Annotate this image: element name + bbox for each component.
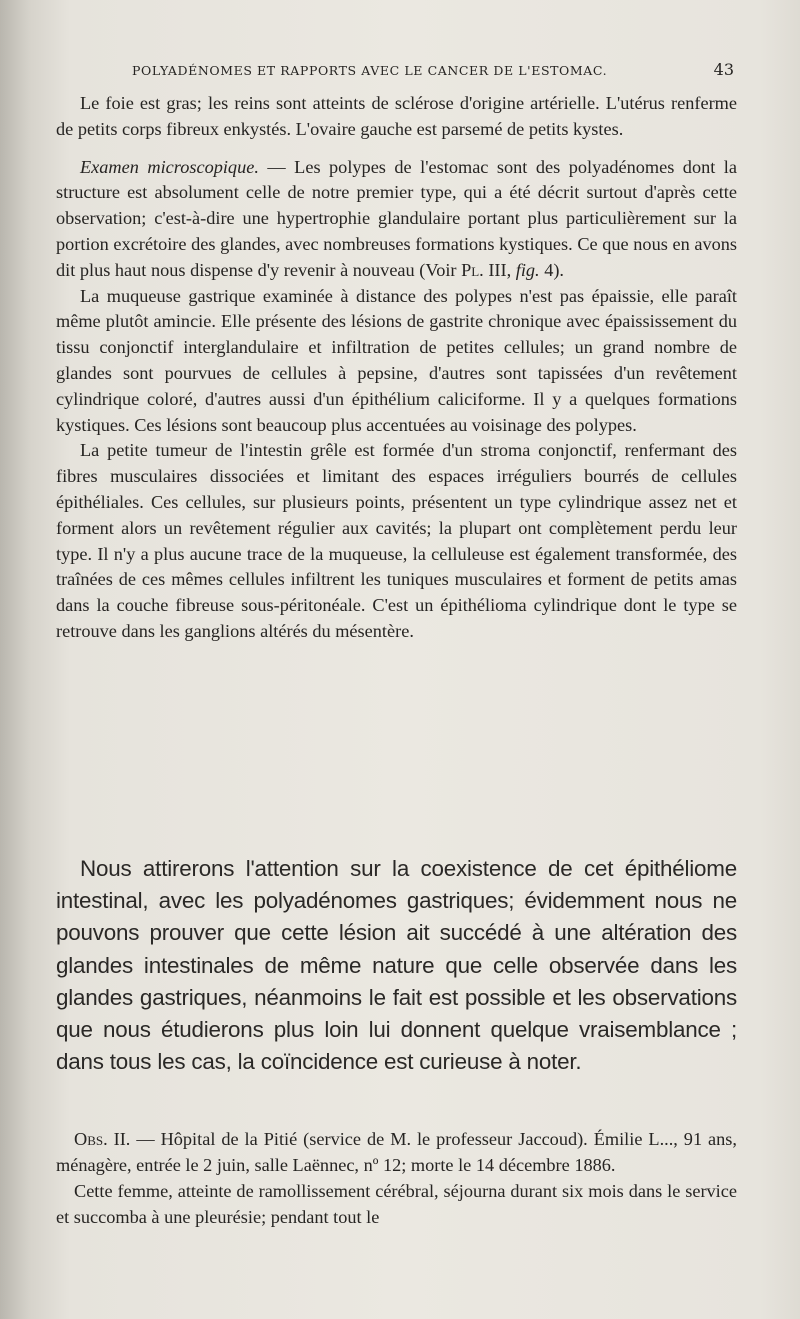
plate-number: III, bbox=[483, 259, 516, 280]
figure-ref: fig. bbox=[515, 259, 540, 280]
running-header bbox=[132, 60, 734, 79]
paragraph-obs2-case: Cette femme, atteinte de ramollissement cérébral, séjourna durant six mois dans le service et succomba à une pleurésie; pendant tout le bbox=[56, 1181, 737, 1227]
paragraph-mucosa: La muqueuse gastrique examinée à distance des polypes n'est pas épaissie, elle paraît même plutôt amincie. Elle présente des lésions de gastrite chronique avec épaississement du tissu conjonctif interglandulaire et infiltration de petites cellules; un grand nombre de glandes sont pourvues de cellules à pepsine, d'autres sont tapissées d'un revêtement cylindrique coloré, d'autres aussi d'un épithélium caliciforme. Il y a quelques formations kystiques. Ces lésions sont beaucoup plus accentuées au voisinage des polypes. bbox=[56, 285, 737, 435]
observation-text bbox=[56, 91, 737, 645]
paragraph-obs2-intro bbox=[56, 1126, 737, 1178]
obs2-body: — Hôpital de la Pitié (service de M. le professeur Jaccoud). Émilie L..., 91 ans, ménagère, entrée le 2 juin, salle Laënnec, nº 12; morte le 14 décembre 1886. bbox=[56, 1129, 737, 1175]
obs-label: Obs. II. bbox=[74, 1129, 131, 1149]
commentary-text bbox=[56, 853, 737, 1078]
paragraph-commentary: Nous attirerons l'attention sur la coexistence de cet épithéliome intestinal, avec les polyadénomes gastriques; évidemment nous ne pouvons prouver que cette lésion ait succédé à une altération des glandes intestinales de même nature que celle observée dans les glandes gastriques, néanmoins le fait est possible et les observations que nous étudierons plus loin lui donnent quelque vraisemblance ; dans tous les cas, la coïncidence est curieuse à noter. bbox=[56, 856, 737, 1075]
figure-number: 4). bbox=[539, 259, 564, 280]
paragraph-microscopic bbox=[56, 155, 737, 284]
microscopic-body: — Les polypes de l'estomac sont des polyadénomes dont la structure est absolument celle de notre premier type, qui a été décrit surtout d'après cette observation; c'est-à-dire une hypertrophie glandulaire portant plus particulièrement sur la portion excrétoire des glandes, avec nombreuses formations kystiques. Ce que nous en avons dit plus haut nous dispense d'y revenir à nouveau (Voir bbox=[56, 156, 737, 280]
paragraph-tumor: La petite tumeur de l'intestin grêle est formée d'un stroma conjonctif, renfermant des fibres musculaires dissociées et limitant des espaces irréguliers bourrés de cellules épithéliales. Ces cellules, sur plusieurs points, présentent un type cylindrique assez net et forment alors un revêtement régulier aux cavités; la plupart ont complètement perdu leur type. Il n'y a plus aucune trace de la muqueuse, la celluleuse est également transformée, des traînées de ces mêmes cellules infiltrent les tuniques musculaires et forment de petits amas dans la couche fibreuse sous-péritonéale. C'est un épithélioma cylindrique dont le type se retrouve dans les ganglions altérés du mésentère. bbox=[56, 440, 737, 641]
observation-two bbox=[56, 1126, 737, 1230]
paragraph-liver: Le foie est gras; les reins sont atteints de sclérose d'origine artérielle. L'utérus renferme de petits corps fibreux enkystés. L'ovaire gauche est parsemé de petits kystes. bbox=[56, 93, 737, 139]
running-title: POLYADÉNOMES ET RAPPORTS AVEC LE CANCER DE L'ESTOMAC. bbox=[132, 63, 608, 78]
page-number: 43 bbox=[713, 60, 734, 79]
plate-ref: Pl. bbox=[461, 259, 484, 280]
microscopic-heading: Examen microscopique. bbox=[80, 156, 259, 177]
